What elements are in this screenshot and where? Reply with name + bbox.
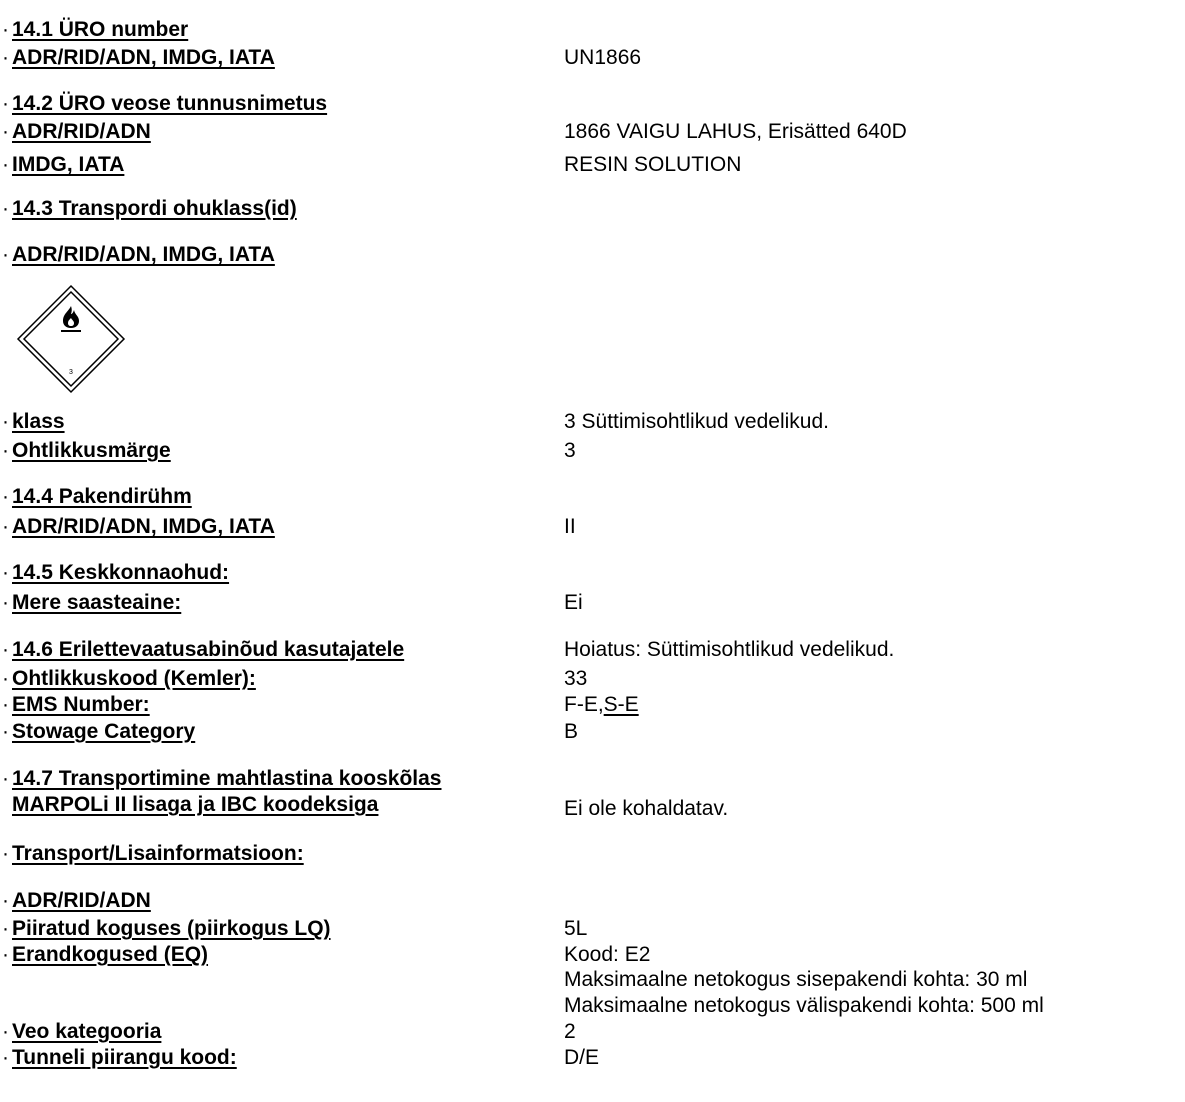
stowage-category-label: · Stowage Category xyxy=(2,720,196,743)
section-14-4-title: · 14.4 Pakendirühm xyxy=(2,485,192,508)
excepted-quantity-inner: Maksimaalne netokogus sisepakendi kohta: 30 ml xyxy=(564,968,1028,991)
hazard-class-sub-label: · ADR/RID/ADN, IMDG, IATA xyxy=(2,243,275,266)
tunnel-restriction-value: D/E xyxy=(564,1046,600,1069)
un-number-label: · ADR/RID/ADN, IMDG, IATA xyxy=(2,46,275,69)
pictogram-class-number: 3 xyxy=(69,369,73,376)
shipping-name-adr-value: 1866 VAIGU LAHUS, Erisätted 640D xyxy=(564,120,907,143)
ems-number-label: · EMS Number: xyxy=(2,693,150,716)
shipping-name-imdg-value: RESIN SOLUTION xyxy=(564,153,742,176)
shipping-name-imdg-label: · IMDG, IATA xyxy=(2,153,125,176)
tunnel-restriction-label: · Tunneli piirangu kood: xyxy=(2,1046,237,1069)
shipping-name-adr-label: · ADR/RID/ADN xyxy=(2,120,151,143)
packing-group-value: II xyxy=(564,515,576,538)
section-14-3-title: · 14.3 Transpordi ohuklass(id) xyxy=(2,197,297,220)
marine-pollutant-label: · Mere saasteaine: xyxy=(2,591,182,614)
section-14-2-title: · 14.2 ÜRO veose tunnusnimetus xyxy=(2,92,328,115)
kemler-label: · Ohtlikkuskood (Kemler): xyxy=(2,667,256,690)
transport-category-value: 2 xyxy=(564,1020,576,1043)
danger-label-label: · Ohtlikkusmärge xyxy=(2,439,171,462)
excepted-quantity-code: Kood: E2 xyxy=(564,943,651,966)
flammable-liquid-pictogram-icon xyxy=(16,284,126,394)
ems-number-value: F-E,S-E xyxy=(564,693,639,716)
danger-label-value: 3 xyxy=(564,439,576,462)
excepted-quantity-label: · Erandkogused (EQ) xyxy=(2,943,209,966)
class-value: 3 Süttimisohtlikud vedelikud. xyxy=(564,410,829,433)
marine-pollutant-value: Ei xyxy=(564,591,583,614)
section-14-5-title: · 14.5 Keskkonnaohud: xyxy=(2,561,230,584)
excepted-quantity-outer: Maksimaalne netokogus välispakendi kohta: 500 ml xyxy=(564,994,1044,1017)
section-14-6-title: · 14.6 Erilettevaatusabinõud kasutajatele xyxy=(2,638,405,661)
transport-category-label: · Veo kategooria xyxy=(2,1020,162,1043)
un-number-value: UN1866 xyxy=(564,46,642,69)
packing-group-label: · ADR/RID/ADN, IMDG, IATA xyxy=(2,515,275,538)
stowage-category-value: B xyxy=(564,720,579,743)
section-14-7-title-line1: · 14.7 Transportimine mahtlastina kooskõlas xyxy=(2,767,442,790)
limited-quantity-label: · Piiratud koguses (piirkogus LQ) xyxy=(2,917,331,940)
section-14-6-value: Hoiatus: Süttimisohtlikud vedelikud. xyxy=(564,638,895,661)
section-14-7-title-line2: MARPOLi II lisaga ja IBC koodeksiga xyxy=(12,793,379,816)
section-14-1-title: · 14.1 ÜRO number xyxy=(2,18,189,41)
adr-title: · ADR/RID/ADN xyxy=(2,889,151,912)
limited-quantity-value: 5L xyxy=(564,917,588,940)
class-label: · klass xyxy=(2,410,65,433)
section-14-7-value: Ei ole kohaldatav. xyxy=(564,797,729,820)
transport-info-title: · Transport/Lisainformatsioon: xyxy=(2,842,304,865)
kemler-value: 33 xyxy=(564,667,588,690)
